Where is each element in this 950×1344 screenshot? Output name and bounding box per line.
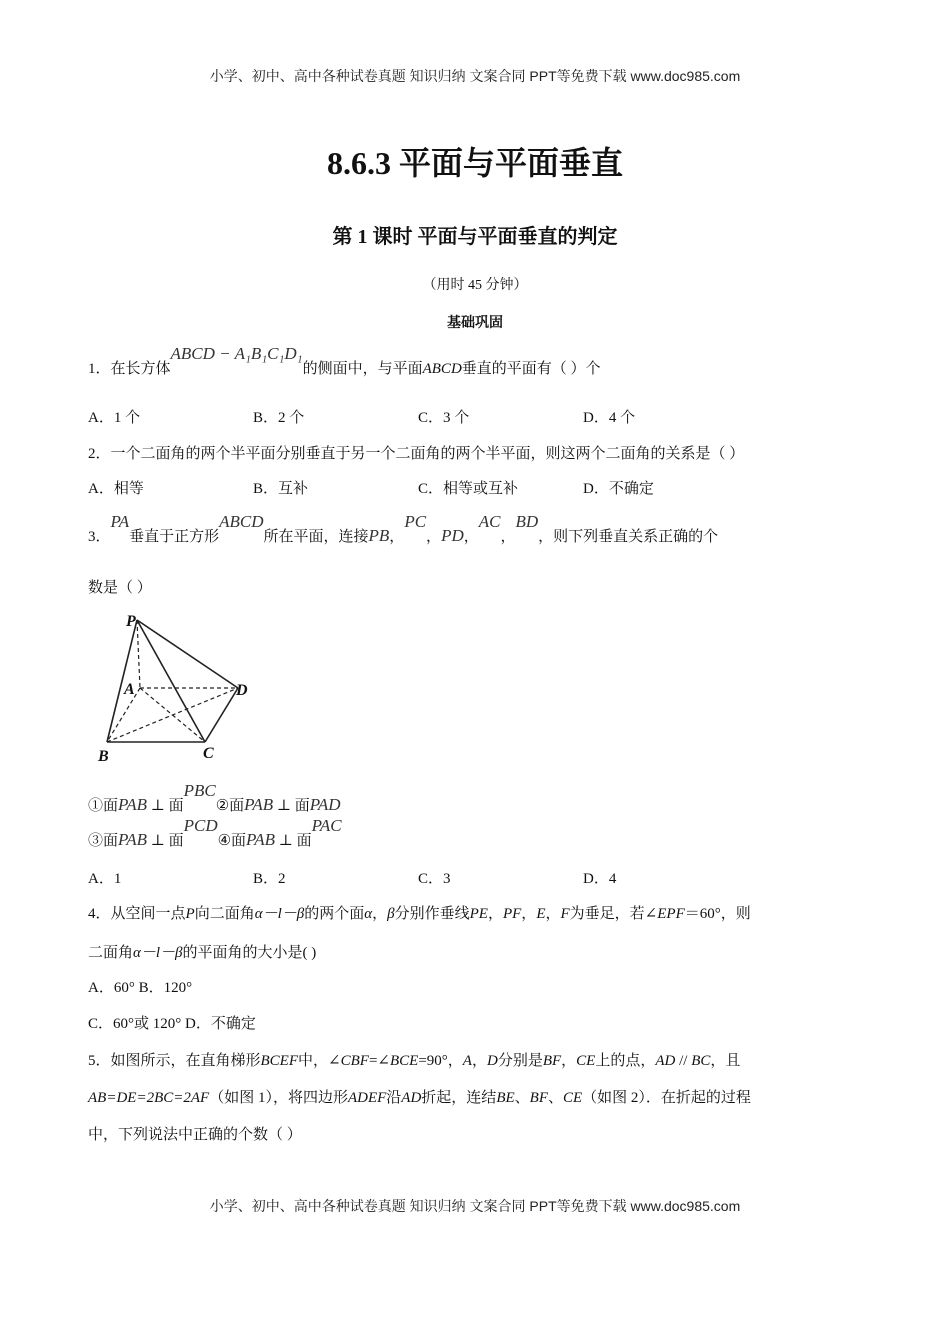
text-segment: 分别是 <box>497 1053 543 1069</box>
text-segment: ， <box>561 1053 577 1069</box>
math-text: CBF <box>340 1053 369 1069</box>
option-d: D．不确定 <box>583 481 654 497</box>
math-text: PAD <box>309 795 341 814</box>
math-text: PAB <box>118 795 147 814</box>
math-text: AD <box>401 1090 422 1106</box>
text-segment: ，且 <box>710 1053 741 1069</box>
text-segment: ， <box>521 906 537 922</box>
text-segment: ， <box>389 529 405 545</box>
options-line <box>88 1012 256 1033</box>
text-segment: ， <box>500 529 516 545</box>
math-text: ABCD − A₁B₁C₁D₁ <box>170 344 303 363</box>
edge-pc <box>137 620 205 742</box>
text-segment: ，则下列垂直关系正确的个 <box>538 529 719 545</box>
time-note: （用时 45 分钟） <box>422 278 528 293</box>
math-text: PAB <box>244 795 274 814</box>
text-segment: 垂直的平面有（ ）个 <box>461 361 601 377</box>
pyramid-figure <box>90 605 265 770</box>
text-segment: 折起，连结 <box>421 1090 497 1106</box>
math-text: ABCD <box>219 512 264 531</box>
math-text: BD <box>515 512 539 531</box>
options-line <box>88 976 192 997</box>
label-p: P <box>126 613 136 630</box>
math-text: D <box>486 1053 498 1069</box>
text-segment: ②面 <box>215 798 245 814</box>
question-line <box>88 902 751 923</box>
option-a: A．相等 <box>88 481 144 497</box>
math-text: PAB <box>118 830 147 849</box>
text-segment: 为垂足，若∠ <box>569 906 658 922</box>
text-segment: 的两个面 <box>304 906 365 922</box>
text-segment: // <box>675 1053 692 1069</box>
option-c: C．相等或互补 <box>418 481 519 497</box>
text-segment: 、 <box>514 1090 530 1106</box>
math-text: AB=DE=2BC=2AF <box>88 1090 210 1106</box>
text-segment: 中，∠ <box>298 1053 341 1069</box>
edge-pa <box>137 620 140 688</box>
text-segment: ①面 <box>88 798 119 814</box>
math-text: α－l－β <box>133 945 183 961</box>
text-segment: 1．在长方体 <box>88 361 171 377</box>
text-segment: 沿 <box>386 1090 402 1106</box>
math-text: AD <box>655 1053 676 1069</box>
math-text: PAB <box>246 830 276 849</box>
math-text: β <box>387 906 395 922</box>
option-a: A．1 <box>88 871 122 887</box>
text-segment: =∠ <box>368 1053 390 1069</box>
text-segment: 中，下列说法中正确的个数（ ） <box>88 1127 302 1143</box>
math-text: α <box>364 906 373 922</box>
math-text: E <box>536 906 546 922</box>
text-segment: （如图 1），将四边形 <box>209 1090 348 1106</box>
math-text: BCEF <box>260 1053 299 1069</box>
question-line <box>88 344 601 378</box>
text-segment: ⊥ 面 <box>146 833 184 849</box>
text-segment: ， <box>545 906 561 922</box>
option-d: D．4 个 <box>583 410 636 426</box>
math-text: PBC <box>183 781 216 800</box>
math-text: PD <box>441 526 464 545</box>
question-line <box>88 576 152 597</box>
question-line <box>88 941 316 962</box>
math-text: EPF <box>657 906 685 922</box>
text-segment: ⊥ 面 <box>275 833 312 849</box>
question-line <box>88 512 719 546</box>
question-line <box>88 1123 302 1144</box>
math-text: PB <box>368 526 390 545</box>
text-segment: ， <box>463 529 479 545</box>
question-line <box>88 1049 740 1070</box>
math-text: BC <box>691 1053 711 1069</box>
text-segment: ， <box>372 906 388 922</box>
text-segment: =90°， <box>418 1053 463 1069</box>
text-segment: 二面角 <box>88 945 134 961</box>
label-c: C <box>203 745 214 762</box>
statement-line <box>88 816 342 850</box>
text-segment: 4．从空间一点 <box>88 906 186 922</box>
lesson-subtitle: 第 1 课时 平面与平面垂直的判定 <box>332 226 618 248</box>
math-text: AC <box>478 512 501 531</box>
question-2: 2．一个二面角的两个半平面分别垂直于另一个二面角的两个半平面，则这两个二面角的关系是（ ） <box>88 446 745 462</box>
label-a: A <box>124 681 135 698</box>
text-segment: （如图 2）．在折起的过程 <box>582 1090 751 1106</box>
math-text: F <box>560 906 570 922</box>
option-c: C．3 <box>418 871 451 887</box>
math-text: ABCD <box>422 361 462 377</box>
edge-pd <box>137 620 238 688</box>
statement-line <box>88 781 341 815</box>
text-segment: 的平面角的大小是( ) <box>182 945 317 961</box>
math-text: PCD <box>183 816 218 835</box>
text-segment: 所在平面，连接 <box>263 529 369 545</box>
text-segment: 3． <box>88 529 111 545</box>
math-text: BF <box>542 1053 562 1069</box>
section-heading: 基础巩固 <box>447 316 503 331</box>
option-b: B．互补 <box>253 481 309 497</box>
text-segment: ， <box>426 529 442 545</box>
math-text: BF <box>529 1090 548 1106</box>
math-text: PAC <box>311 816 342 835</box>
math-text: P <box>185 906 195 922</box>
math-text: PF <box>502 906 522 922</box>
text-segment: ＝60°，则 <box>684 906 751 922</box>
text-segment: 分别作垂线 <box>394 906 470 922</box>
math-text: PA <box>110 512 130 531</box>
page-title: 8.6.3 平面与平面垂直 <box>326 145 623 181</box>
text-segment: ③面 <box>88 833 119 849</box>
text-segment: 、 <box>547 1090 563 1106</box>
math-text: ADEF <box>347 1090 387 1106</box>
text-segment: ， <box>487 906 503 922</box>
option-d: D．4 <box>583 871 617 887</box>
math-text: CE <box>563 1090 583 1106</box>
text-segment: 的侧面中，与平面 <box>302 361 423 377</box>
math-text: BE <box>496 1090 515 1106</box>
text-segment: ⊥ 面 <box>273 798 310 814</box>
text-segment: 向二面角 <box>194 906 255 922</box>
math-text: PC <box>404 512 427 531</box>
label-d: D <box>236 682 248 699</box>
text-segment: ④面 <box>217 833 247 849</box>
option-c: C．3 个 <box>418 410 470 426</box>
text-segment: 上的点， <box>595 1053 656 1069</box>
text-segment: ⊥ 面 <box>146 798 184 814</box>
option-b: B．2 <box>253 871 286 887</box>
text-segment: 数是（ ） <box>88 580 152 596</box>
label-b: B <box>98 748 109 765</box>
text-segment: ， <box>471 1053 487 1069</box>
question-line <box>88 1086 751 1107</box>
text-segment: A．60° B．120° <box>88 980 193 996</box>
math-text: CE <box>576 1053 596 1069</box>
text-segment: 垂直于正方形 <box>129 529 220 545</box>
text-segment: 5．如图所示，在直角梯形 <box>88 1053 261 1069</box>
math-text: A <box>462 1053 472 1069</box>
page-header: 小学、初中、高中各种试卷真题 知识归纳 文案合同 PPT等免费下载 www.doc985.com <box>209 68 741 84</box>
page-footer: 小学、初中、高中各种试卷真题 知识归纳 文案合同 PPT等免费下载 www.doc985.com <box>209 1198 741 1214</box>
math-text: BCE <box>389 1053 419 1069</box>
option-a: A．1 个 <box>88 410 141 426</box>
math-text: PE <box>469 906 488 922</box>
text-segment: C．60°或 120° D．不确定 <box>88 1016 256 1032</box>
option-b: B．2 个 <box>253 410 305 426</box>
edge-cd <box>205 688 238 742</box>
math-text: α－l－β <box>254 906 305 922</box>
